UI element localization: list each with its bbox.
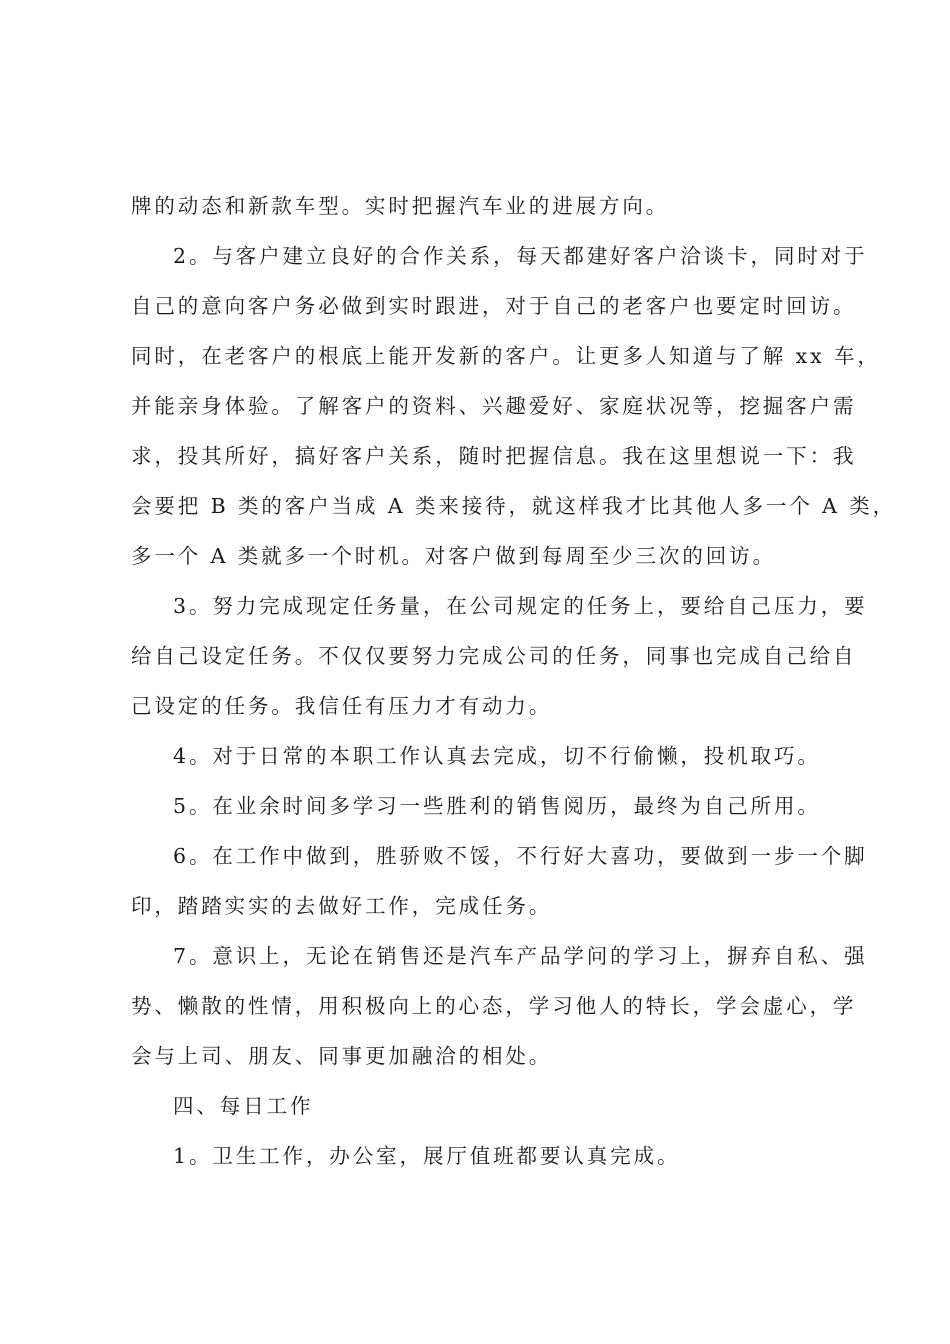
paragraph-item-4-line: 4。对于日常的本职工作认真去完成，切不行偷懒，投机取巧。 [173,744,821,768]
paragraph-item-3-line: 3。努力完成现定任务量，在公司规定的任务上，要给自己压力，要 [173,594,868,618]
paragraph-item-2-line: 2。与客户建立良好的合作关系，每天都建好客户洽谈卡，同时对于 [173,244,868,268]
paragraph-item-7-line: 7。意识上，无论在销售还是汽车产品学问的学习上，摒弃自私、强 [173,944,868,968]
paragraph-item-1-line: 1。卫生工作，办公室，展厅值班都要认真完成。 [173,1144,681,1168]
text-line: 给自己设定任务。不仅仅要努力完成公司的任务，同事也完成自己给自 [131,644,857,668]
section-heading: 四、每日工作 [173,1094,314,1118]
text-line: 并能亲身体验。了解客户的资料、兴趣爱好、家庭状况等，挖掘客户需 [131,394,857,418]
text-line: 同时，在老客户的根底上能开发新的客户。让更多人知道与了解 xx 车， [131,344,881,368]
text-line: 己设定的任务。我信任有压力才有动力。 [131,694,553,718]
text-line: 会要把 B 类的客户当成 A 类来接待，就这样我才比其他人多一个 A 类， [131,494,897,518]
paragraph-item-6-line: 6。在工作中做到，胜骄败不馁，不行好大喜功，要做到一步一个脚 [173,844,868,868]
text-line: 多一个 A 类就多一个时机。对客户做到每周至少三次的回访。 [131,544,776,568]
text-line: 印，踏踏实实的去做好工作，完成任务。 [131,894,553,918]
paragraph-item-5-line: 5。在业余时间多学习一些胜利的销售阅历，最终为自己所用。 [173,794,821,818]
text-line: 牌的动态和新款车型。实时把握汽车业的进展方向。 [131,194,670,218]
text-line: 势、懒散的性情，用积极向上的心态，学习他人的特长，学会虚心，学 [131,994,857,1018]
text-line: 会与上司、朋友、同事更加融洽的相处。 [131,1044,553,1068]
text-line: 自己的意向客户务必做到实时跟进，对于自己的老客户也要定时回访。 [131,294,857,318]
text-line: 求，投其所好，搞好客户关系，随时把握信息。我在这里想说一下：我 [131,444,857,468]
